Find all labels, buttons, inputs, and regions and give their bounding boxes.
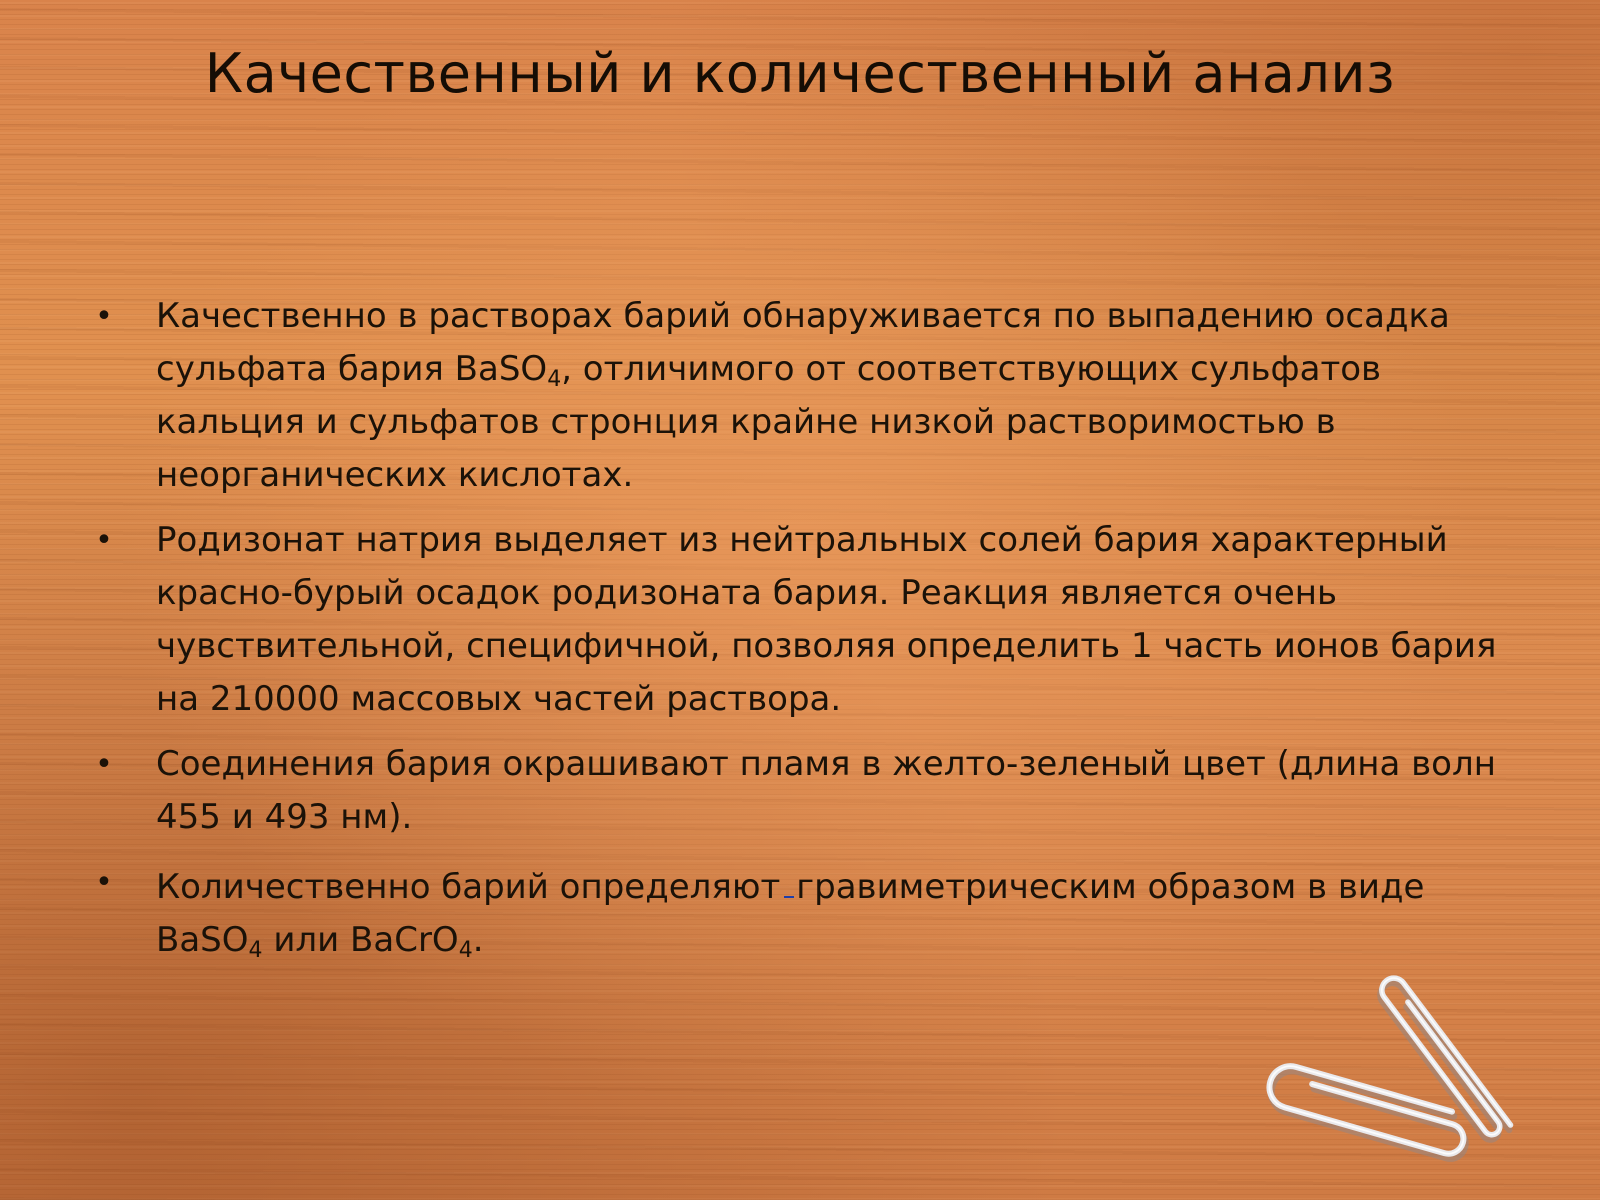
subscript: 4 [248,938,263,963]
bullet-dot-icon: • [95,747,113,782]
bullet-text: . [472,920,484,960]
bullet-text: , отличимого от соответствующих сульфатов кальция и сульфатов стронция крайне низкой растворимостью в неорганических кислотах. [156,349,1382,495]
paperclips [1262,962,1562,1162]
subscript: 4 [547,367,562,392]
bullet-dot-icon: • [95,299,113,334]
bullet-item [92,738,1522,844]
bullet-dot-icon: • [95,865,113,900]
bullet-item [92,514,1522,726]
subscript: 4 [458,938,473,963]
slide-title: Качественный и количественный анализ [204,42,1396,105]
bullet-item [92,856,1522,967]
hyperlink-space[interactable] [784,856,794,898]
bullet-text: Родизонат натрия выделяет из нейтральных солей бария характерный красно-бурый осадок родизоната бария. Реакция является очень чувствительной, специфичной, позволяя определить 1 часть ионов бария на 210000 массовых частей раствора. [156,520,1497,719]
bullet-item [92,290,1522,502]
bullet-text: или BaCrO [262,920,459,960]
bullet-text: Соединения бария окрашивают пламя в желто-зеленый цвет (длина волн 455 и 493 нм). [156,744,1496,837]
bullet-dot-icon: • [95,523,113,558]
bullet-list [92,290,1522,979]
bullet-text: гравиметрическим образом в виде BaSO [156,867,1425,960]
bullet-text: Качественно в растворах барий обнаруживается по выпадению осадка сульфата бария BaSO [156,296,1450,389]
bullet-text: Количественно барий определяют [156,867,781,907]
